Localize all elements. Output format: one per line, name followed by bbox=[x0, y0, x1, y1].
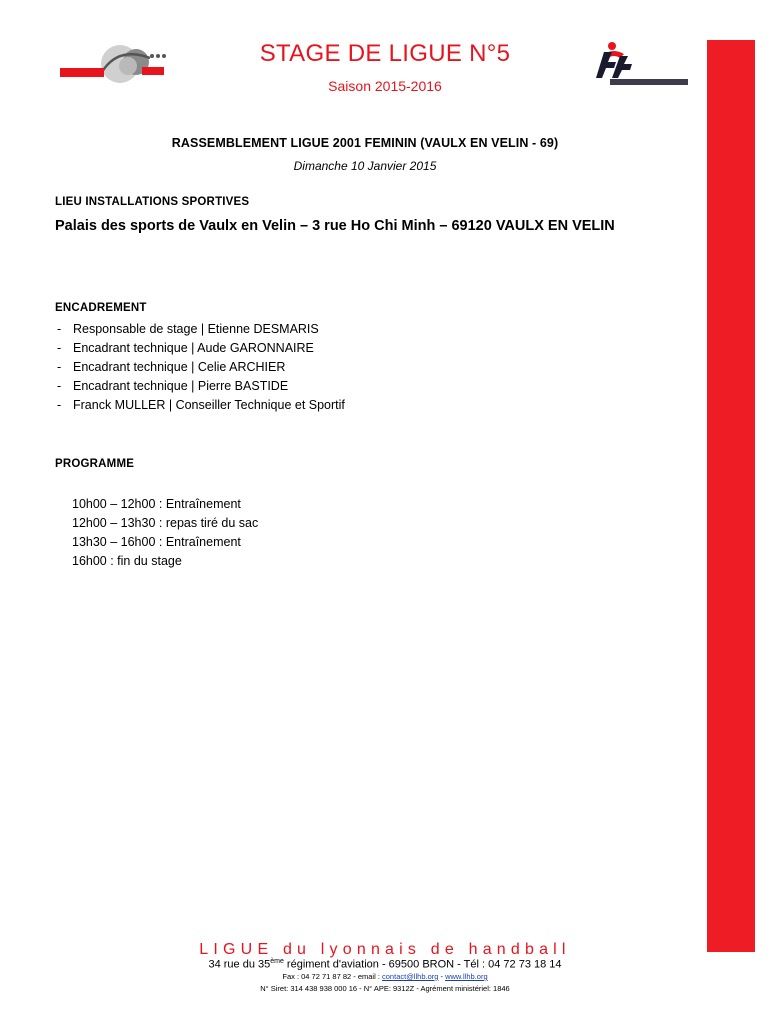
list-item: 16h00 : fin du stage bbox=[72, 554, 182, 568]
staff-item-text: Encadrant technique | Celie ARCHIER bbox=[73, 360, 286, 374]
program-heading: PROGRAMME bbox=[55, 458, 135, 470]
staff-heading: ENCADREMENT bbox=[55, 302, 147, 314]
staff-item-text: Franck MULLER | Conseiller Technique et Sportif bbox=[73, 398, 345, 412]
list-item: - Encadrant technique | Pierre BASTIDE bbox=[57, 379, 289, 393]
venue-heading: LIEU INSTALLATIONS SPORTIVES bbox=[55, 196, 250, 208]
side-red-bar bbox=[707, 40, 755, 952]
season-subtitle: Saison 2015-2016 bbox=[328, 78, 442, 94]
list-item: - Responsable de stage | Etienne DESMARIS bbox=[57, 322, 319, 336]
email-link[interactable]: contact@llhb.org bbox=[382, 972, 439, 981]
list-item: 10h00 – 12h00 : Entraînement bbox=[72, 497, 241, 511]
footer-org-name: LIGUE du lyonnais de handball bbox=[199, 941, 571, 958]
staff-list bbox=[55, 320, 345, 415]
event-date: Dimanche 10 Janvier 2015 bbox=[293, 159, 437, 173]
venue-address: Palais des sports de Vaulx en Velin – 3 rue Ho Chi Minh – 69120 VAULX EN VELIN bbox=[55, 218, 615, 234]
footer-siret: N° Siret: 314 438 938 000 16 - N° APE: 9312Z - Agrément ministériel: 1846 bbox=[260, 984, 510, 993]
staff-item-text: Encadrant technique | Pierre BASTIDE bbox=[73, 379, 289, 393]
footer-address-start: 34 rue du 35 bbox=[208, 958, 271, 971]
gathering-heading: RASSEMBLEMENT LIGUE 2001 FEMININ (VAULX EN VELIN - 69) bbox=[171, 136, 559, 150]
list-item: 13h30 – 16h00 : Entraînement bbox=[72, 535, 241, 549]
footer-address-end: régiment d'aviation - 69500 BRON - Tél : 04 72 73 18 14 bbox=[283, 958, 562, 971]
footer-contact bbox=[0, 972, 770, 981]
staff-item-text: Responsable de stage | Etienne DESMARIS bbox=[73, 322, 319, 336]
footer-separator: - bbox=[438, 972, 446, 981]
program-list bbox=[72, 495, 258, 571]
website-link[interactable]: www.llhb.org bbox=[445, 972, 488, 981]
list-item: - Encadrant technique | Aude GARONNAIRE bbox=[57, 341, 314, 355]
page-title: STAGE DE LIGUE N°5 bbox=[259, 40, 511, 67]
list-item: 12h00 – 13h30 : repas tiré du sac bbox=[72, 516, 259, 530]
footer-address-sup: ème bbox=[270, 958, 284, 965]
footer-address bbox=[0, 958, 770, 971]
staff-item-text: Encadrant technique | Aude GARONNAIRE bbox=[73, 341, 314, 355]
footer-fax: Fax : 04 72 71 87 82 - email : bbox=[282, 972, 383, 981]
list-item: - Encadrant technique | Celie ARCHIER bbox=[57, 360, 286, 374]
list-item: - Franck MULLER | Conseiller Technique et Sportif bbox=[57, 398, 345, 412]
